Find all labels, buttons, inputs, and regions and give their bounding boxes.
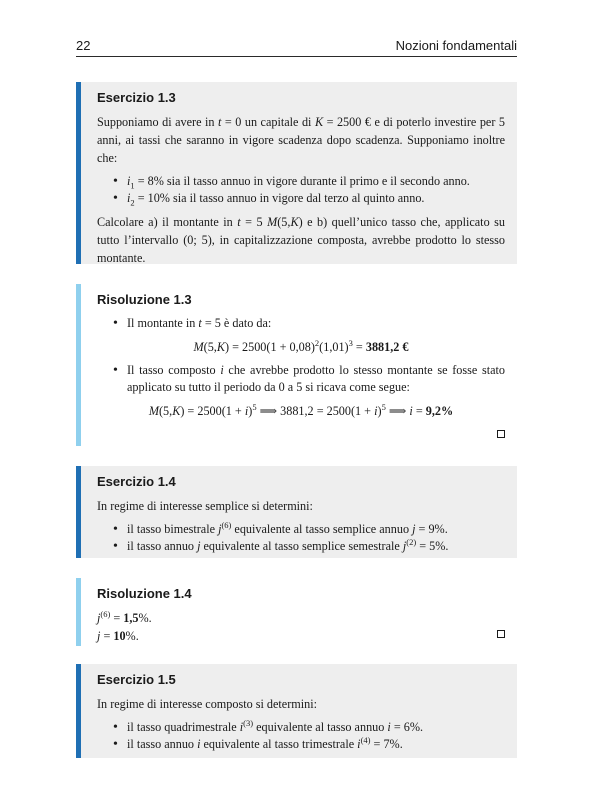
list-item: • Il montante in t = 5 è dato da: — [113, 315, 505, 332]
exercise-1-4-list — [97, 521, 505, 555]
qed-square-icon — [497, 430, 505, 438]
list-item: • il tasso bimestrale $j^{(6)}$ equivalente al tasso semplice annuo j = 9%. — [113, 521, 505, 538]
qed-square-icon — [497, 630, 505, 638]
list-item: • il tasso annuo j equivalente al tasso semplice semestrale $j^{(2)} = 5\%$. — [113, 538, 505, 555]
solution-1-4-line-2: j = 10%. — [97, 629, 139, 643]
solution-1-3-title: Risoluzione 1.3 — [97, 292, 192, 307]
list-item: • $i_2 = 10\%$ sia il tasso annuo in vigore dal terzo al quinto anno. — [113, 190, 505, 207]
list-item: • Il tasso composto i che avrebbe prodotto lo stesso montante se fosse stato applicato su tutto il periodo da 0 a 5 si ricava come segue: — [113, 362, 505, 396]
list-item: • il tasso quadrimestrale $i^{(3)}$ equivalente al tasso annuo i = 6%. — [113, 719, 505, 736]
page-header — [76, 36, 517, 57]
exercise-1-5-title: Esercizio 1.5 — [97, 672, 176, 687]
solution-1-4-line-1: $j^{(6)} = 1,5\%$. — [97, 608, 152, 625]
exercise-1-5-intro: In regime di interesse composto si determini: — [97, 697, 317, 711]
exercise-1-4-intro: In regime di interesse semplice si determini: — [97, 499, 313, 513]
formula-tasso-composto: $M(5,K) = 2500(1 + i)^5$ ⟹ $3881,2 = 2500(1 + i)^5$ ⟹ i = 9,2% — [148, 401, 454, 418]
exercise-1-3-list — [97, 173, 505, 207]
exercise-1-3-box — [76, 82, 517, 264]
exercise-1-5-list — [97, 719, 505, 753]
exercise-1-3-question: Calcolare a) il montante in t = 5 M(5,K) e b) quell’unico tasso che, applicato su tutto l’intervallo (0; 5), in capitalizzazione composta, avrebbe prodotto lo stesso montante. — [97, 215, 505, 265]
solution-1-3-list-2 — [97, 362, 505, 396]
formula-montante: $M(5,K) = 2500(1 + 0,08)^2(1,01)^3 = 3881,2$ € — [193, 337, 409, 354]
exercise-1-4-box — [76, 466, 517, 558]
list-item: • il tasso annuo i equivalente al tasso trimestrale $i^{(4)} = 7\%$. — [113, 736, 505, 753]
list-item: • $i_1 = 8\%$ sia il tasso annuo in vigore durante il primo e il secondo anno. — [113, 173, 505, 190]
solution-1-3-list — [97, 315, 505, 332]
exercise-1-3-statement: Supponiamo di avere in t = 0 un capitale di K = 2500 € e di poterlo investire per 5 anni, ai tassi che saranno in vigore scadenza dopo scadenza. Supponiamo inoltre che: — [97, 115, 505, 165]
exercise-1-5-box — [76, 664, 517, 758]
solution-1-3-box — [76, 284, 517, 446]
solution-1-4-title: Risoluzione 1.4 — [97, 586, 192, 601]
running-title: Nozioni fondamentali — [395, 38, 517, 53]
exercise-1-4-title: Esercizio 1.4 — [97, 474, 176, 489]
exercise-1-3-title: Esercizio 1.3 — [97, 90, 176, 105]
solution-1-4-box — [76, 578, 517, 646]
page-number: 22 — [76, 38, 91, 53]
